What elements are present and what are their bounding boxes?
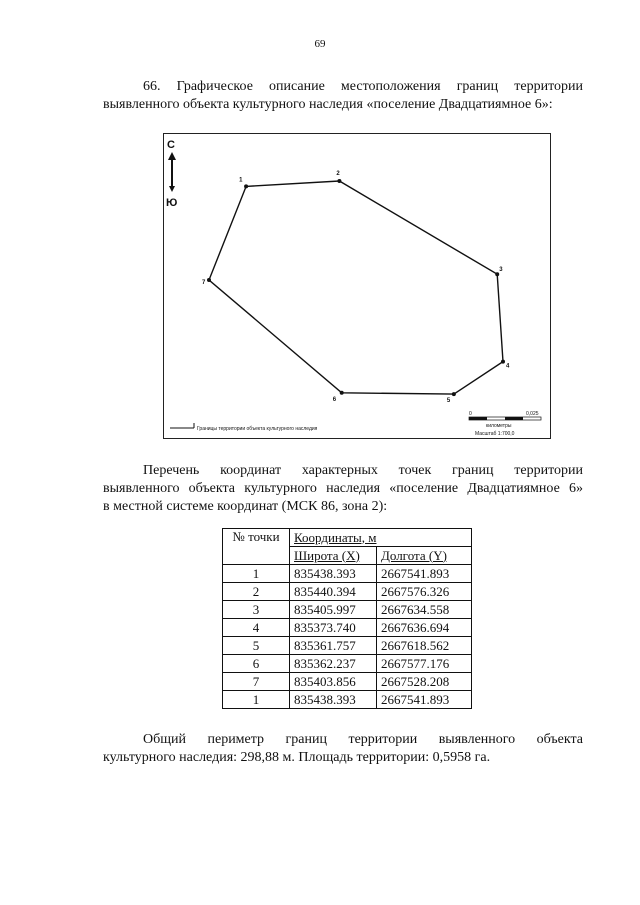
cell-lon: 2667541.893: [377, 565, 472, 583]
cell-lon: 2667636.694: [377, 619, 472, 637]
boundary-line: [209, 181, 503, 394]
cell-lon: 2667577.176: [377, 655, 472, 673]
scale-end: 0,025: [526, 411, 539, 417]
cell-lat: 835438.393: [290, 565, 377, 583]
table-row: [223, 565, 472, 583]
scale-bar: [469, 411, 541, 437]
header-coordinates: Координаты, м: [290, 529, 472, 547]
table-header-row: [223, 529, 472, 547]
cell-point-no: 2: [223, 583, 290, 601]
coordinates-table: [222, 528, 472, 709]
boundary-map-svg: [164, 134, 550, 438]
boundary-point-label: 7: [202, 280, 206, 287]
cell-lat: 835438.393: [290, 691, 377, 709]
cell-lat: 835361.757: [290, 637, 377, 655]
north-arrow-icon: [166, 139, 177, 209]
cell-point-no: 4: [223, 619, 290, 637]
header-lat: Широта (X): [290, 547, 377, 565]
total-line-1: Общий периметр границ территории выявленного объекта: [143, 732, 583, 747]
table-row: [223, 637, 472, 655]
section-heading: [103, 78, 583, 114]
page-number: 69: [314, 38, 326, 50]
map-legend: [170, 423, 318, 432]
boundary-point: [340, 391, 344, 395]
table-row: [223, 619, 472, 637]
list-intro-line-3: в местной системе координат (МСК 86, зона 2):: [103, 499, 388, 514]
table-row: [223, 673, 472, 691]
cell-point-no: 7: [223, 673, 290, 691]
total-line-2: культурного наследия: 298,88 м. Площадь территории: 0,5958 га.: [103, 750, 491, 765]
cell-lon: 2667528.208: [377, 673, 472, 691]
heading-line-1: 66. Графическое описание местоположения границ территории: [143, 79, 583, 94]
boundary-point: [501, 360, 505, 364]
cell-point-no: 3: [223, 601, 290, 619]
boundary-point-label: 5: [446, 398, 451, 405]
coordinate-list-intro: [103, 462, 583, 516]
cell-lon: 2667618.562: [377, 637, 472, 655]
boundary-point-label: 6: [332, 396, 337, 403]
boundary-point-label: 2: [336, 171, 340, 177]
cell-lat: 835373.740: [290, 619, 377, 637]
table-row: [223, 601, 472, 619]
cell-lat: 835403.856: [290, 673, 377, 691]
cell-point-no: 5: [223, 637, 290, 655]
boundary-point: [207, 278, 211, 282]
heading-line-2: выявленного объекта культурного наследия «поселение Двадцатиямное 6»:: [103, 97, 553, 112]
header-lon: Долгота (Y): [377, 547, 472, 565]
table-row: [223, 583, 472, 601]
cell-lon: 2667634.558: [377, 601, 472, 619]
scale-start: 0: [469, 411, 472, 417]
boundary-point-label: 3: [499, 267, 503, 274]
boundary-point: [337, 179, 341, 183]
boundary-point: [244, 184, 248, 188]
list-intro-line-2: выявленного объекта культурного наследия «поселение Двадцатиямное 6»: [103, 481, 583, 496]
cell-lat: 835440.394: [290, 583, 377, 601]
cell-lon: 2667541.893: [377, 691, 472, 709]
cell-lat: 835405.997: [290, 601, 377, 619]
scale-unit: километры: [486, 423, 512, 429]
table-row: [223, 691, 472, 709]
table-body: [223, 565, 472, 709]
scale-text: Масштаб 1:700,0: [475, 431, 515, 437]
header-point-no: № точки: [223, 529, 290, 565]
cell-lat: 835362.237: [290, 655, 377, 673]
boundary-point-label: 4: [505, 363, 510, 370]
boundary-map: [163, 133, 551, 439]
boundary-point: [452, 392, 456, 396]
legend-label: Границы территории объекта культурного наследия: [197, 426, 318, 432]
cell-point-no: 1: [223, 691, 290, 709]
cell-point-no: 6: [223, 655, 290, 673]
cell-point-no: 1: [223, 565, 290, 583]
total-summary: [103, 731, 583, 767]
boundary-point-label: 1: [239, 177, 243, 184]
boundary-polygon: [202, 171, 510, 404]
south-label: Ю: [166, 197, 178, 209]
north-label: С: [167, 139, 175, 151]
cell-lon: 2667576.326: [377, 583, 472, 601]
table-row: [223, 655, 472, 673]
list-intro-line-1: Перечень координат характерных точек границ территории: [143, 463, 583, 478]
